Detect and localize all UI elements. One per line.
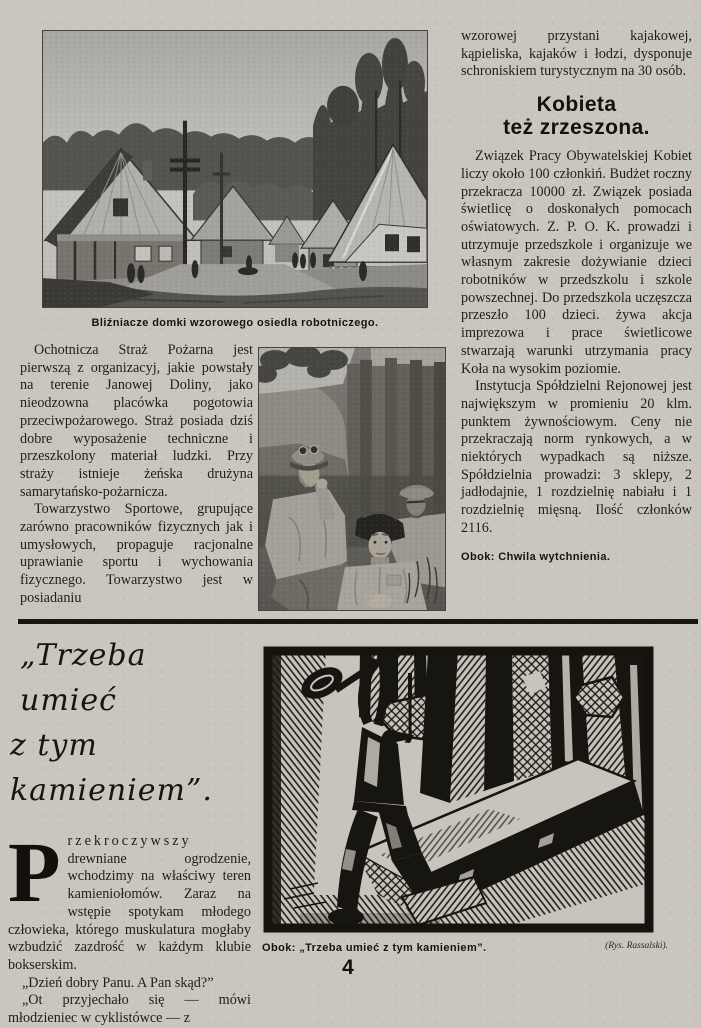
paragraph-kayak-marina: wzorowej przystani kajakowej, kąpieliska, kajaków i łodzi, dysponuje schroniskiem turystycznym na 30 osób. bbox=[461, 28, 692, 80]
paragraph-womens-union: Związek Pracy Obywatelskiej Kobiet liczy około 100 członkiń. Budżet roczny przekracza 10000 zł. Związek posiada świetlicę o doskonałych pomocach oświatowych. Z. P. O. K. prowadzi i utrzymuje przedszkole i organizuje we własnym zakresie dożywianie dzieci robotników w przedszkolu i szkole powszechnej. Do przedszkola uczęszcza przeszło 100 dzieci. żywa akcja imprezowa i prace świetlicowe stwarzają warunki utrzymania pracy Koła na wysokim poziomie. bbox=[461, 148, 692, 377]
paragraph-sport-society: Towarzystwo Sportowe, grupujące zarówno pracowników fizycznych jak i umysłowych, propaguje racjonalne uprawianie sportu i wychowania fizycznego. Towarzystwo jest w posiadaniu bbox=[20, 501, 253, 606]
drop-cap: P bbox=[8, 824, 61, 920]
page-number: 4 bbox=[342, 956, 354, 979]
paragraph-greeting: „Dzień dobry Panu. A Pan skąd?” bbox=[22, 974, 214, 991]
quarry-woodcut-illustration bbox=[260, 643, 657, 936]
section-heading-kobieta bbox=[461, 93, 692, 139]
section-divider-rule bbox=[18, 619, 698, 624]
workers-rest-photo-art bbox=[259, 348, 445, 610]
paragraph-fire-brigade: Ochotnicza Straż Pożarna jest pierwszą z organizacyj, jakie powstały na terenie Janowej Doliny, jako nieodzowna placówka pogotowia przeciwpożarowego. Straż posiada dziś dobre wyposażenie techniczne i przeszkolony materiał ludzki. Przy straży istnieje żeńska drużyna samarytańsko-pożarnicza. bbox=[20, 342, 253, 500]
illustration-credit: (Rys. Rassalski). bbox=[605, 941, 668, 951]
section-heading-line1: Kobieta bbox=[536, 93, 617, 117]
bottom-left-column bbox=[8, 633, 251, 1028]
village-photo-caption: Bliźniacze domki wzorowego osiedla robotniczego. bbox=[91, 317, 379, 329]
paragraph-reply: „Ot przyjechało się — mówi młodzieniec w cyklistówce — z bbox=[8, 992, 251, 1027]
village-street-photo-art bbox=[43, 31, 427, 307]
article-title-kamien bbox=[8, 633, 251, 813]
first-word: rzekroczywszy bbox=[67, 833, 192, 849]
village-street-photo bbox=[42, 30, 428, 308]
workers-photo-caption: Obok: Chwila wytchnienia. bbox=[461, 550, 611, 563]
workers-rest-photo bbox=[258, 347, 446, 611]
left-column bbox=[20, 342, 253, 608]
section-heading-line2: też zrzeszona. bbox=[503, 116, 650, 140]
article-title-line1: „Trzeba umieć bbox=[20, 638, 147, 718]
paragraph-quarry-entry-text: drewniane ogrodzenie, wchodzimy na właściwy teren kamieniołomów. Zaraz na wstępie spotykam młodego człowieka, którego muskulatura mogłaby wzbudzić zazdrość w każdym klubie bokserskim. bbox=[8, 850, 251, 973]
paragraph-cooperative: Instytucja Spółdzielni Rejonowej jest największym w promieniu 20 klm. punktem żywnościowym. Ceny nie przekraczają norm rynkowych, a w niektórych wypadkach są niższe. Spółdzielnia prowadzi: 3 sklepy, 2 jadłodajnie, 1 rozdzielnię nabiału i 1 rozdzielnię mięsną. Ilość członków 2116. bbox=[461, 378, 692, 536]
quarry-woodcut-art bbox=[260, 643, 657, 936]
paragraph-quarry-entry bbox=[8, 824, 251, 975]
right-column bbox=[461, 28, 692, 564]
article-title-line2: z tym kamieniem”. bbox=[10, 728, 213, 808]
illustration-caption: Obok: „Trzeba umieć z tym kamieniem”. bbox=[262, 942, 487, 954]
